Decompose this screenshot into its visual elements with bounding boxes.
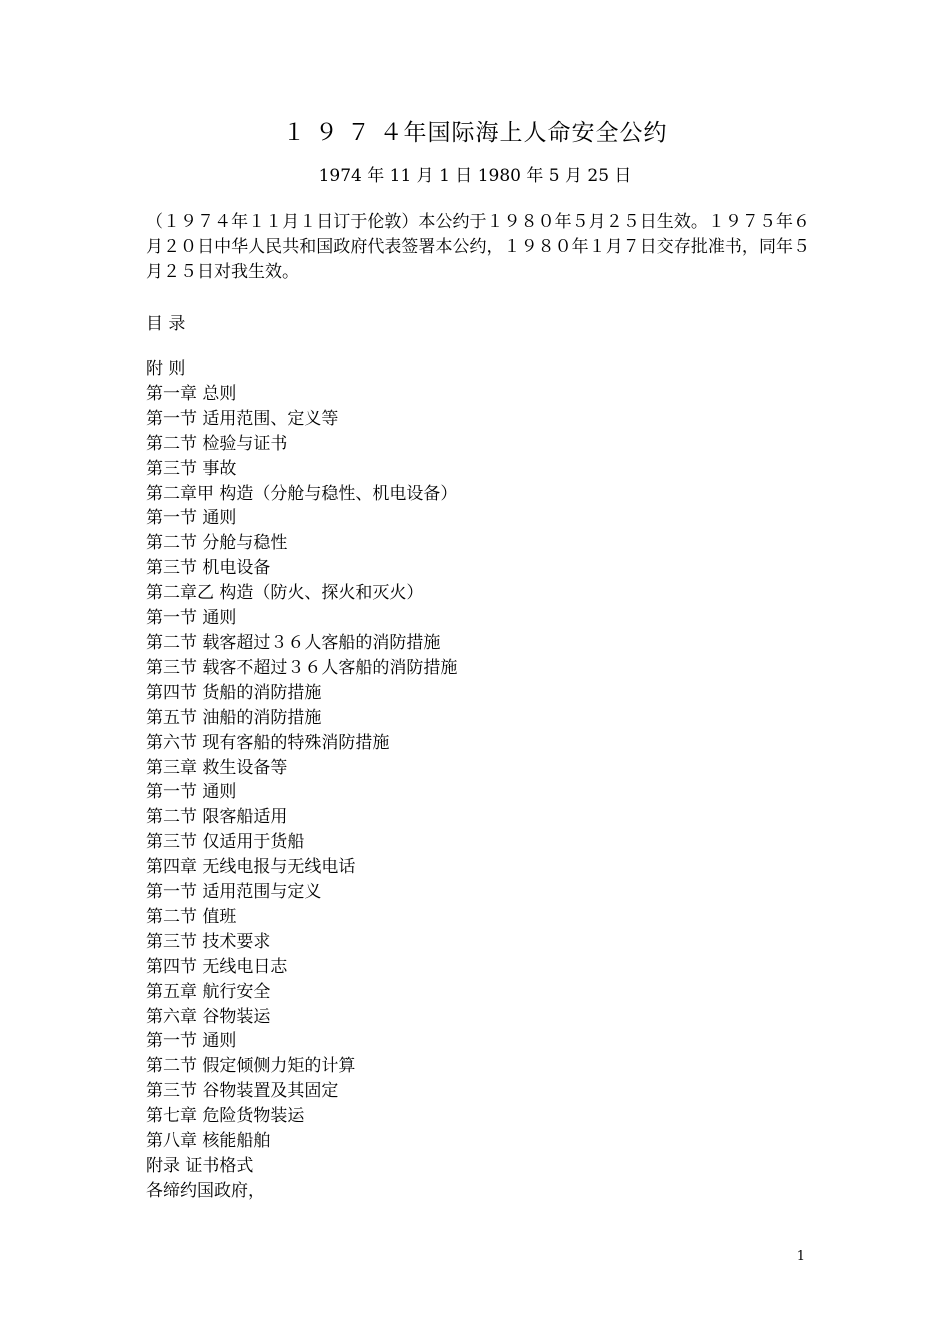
toc-item: 第二节 值班 [146,906,237,927]
toc-item: 第三节 技术要求 [146,931,271,952]
toc-item: 第七章 危险货物装运 [146,1106,305,1127]
toc-item: 第一节 通则 [146,608,237,629]
toc-item: 第一节 通则 [146,508,237,529]
toc-item: 第二节 分舱与稳性 [146,533,288,554]
toc-item: 第三节 机电设备 [146,558,271,579]
toc-item: 第二节 限客船适用 [146,807,288,828]
toc-item: 第三节 事故 [146,458,237,479]
toc-item: 附录 证书格式 [146,1156,254,1176]
toc-item: 第三节 仅适用于货船 [146,832,305,853]
toc-item: 第一章 总则 [146,383,237,404]
toc-item: 第四章 无线电报与无线电话 [146,857,356,878]
toc-item: 第一节 适用范围、定义等 [146,408,339,429]
toc-item: 第一节 通则 [146,782,237,803]
document-dates: 1974 年 11 月 1 日 1980 年 5 月 25 日 [318,166,632,186]
toc-item: 第二节 载客超过３６人客船的消防措施 [146,632,441,653]
toc-item: 第二章乙 构造（防火、探火和灭火） [146,583,424,604]
toc-item: 第四节 货船的消防措施 [146,682,322,703]
toc-item: 第二节 检验与证书 [146,433,288,454]
table-of-contents [146,357,457,1204]
toc-item: 第三节 载客不超过３６人客船的消防措施 [146,657,458,678]
toc-item: 第六章 谷物装运 [146,1006,271,1027]
toc-item: 各缔约国政府， [146,1180,265,1201]
toc-item: 第六节 现有客船的特殊消防措施 [146,732,390,753]
document-title: １ ９ ７ ４年国际海上人命安全公约 [282,120,668,146]
toc-item: 第三节 谷物装置及其固定 [146,1081,339,1102]
toc-item: 第八章 核能船舶 [146,1131,271,1152]
toc-item: 第二节 假定倾侧力矩的计算 [146,1056,356,1077]
toc-item: 第五章 航行安全 [146,981,271,1002]
toc-item: 第五节 油船的消防措施 [146,707,322,728]
page-number: 1 [796,1249,805,1264]
toc-heading: 目 录 [146,314,186,334]
intro-paragraph: （１９７４年１１月１日订于伦敦）本公约于１９８０年５月２５日生效。１９７５年６月２０日中华人民共和国政府代表签署本公约，１９８０年１月７日交存批准书，同年５月２５日对我生效。 [146,212,810,282]
toc-item: 第二章甲 构造（分舱与稳性、机电设备） [146,483,458,504]
toc-item: 第四节 无线电日志 [146,956,288,977]
toc-item: 第三章 救生设备等 [146,757,288,778]
toc-item: 第一节 通则 [146,1031,237,1052]
toc-item: 第一节 适用范围与定义 [146,882,322,903]
toc-item: 附 则 [146,359,186,379]
